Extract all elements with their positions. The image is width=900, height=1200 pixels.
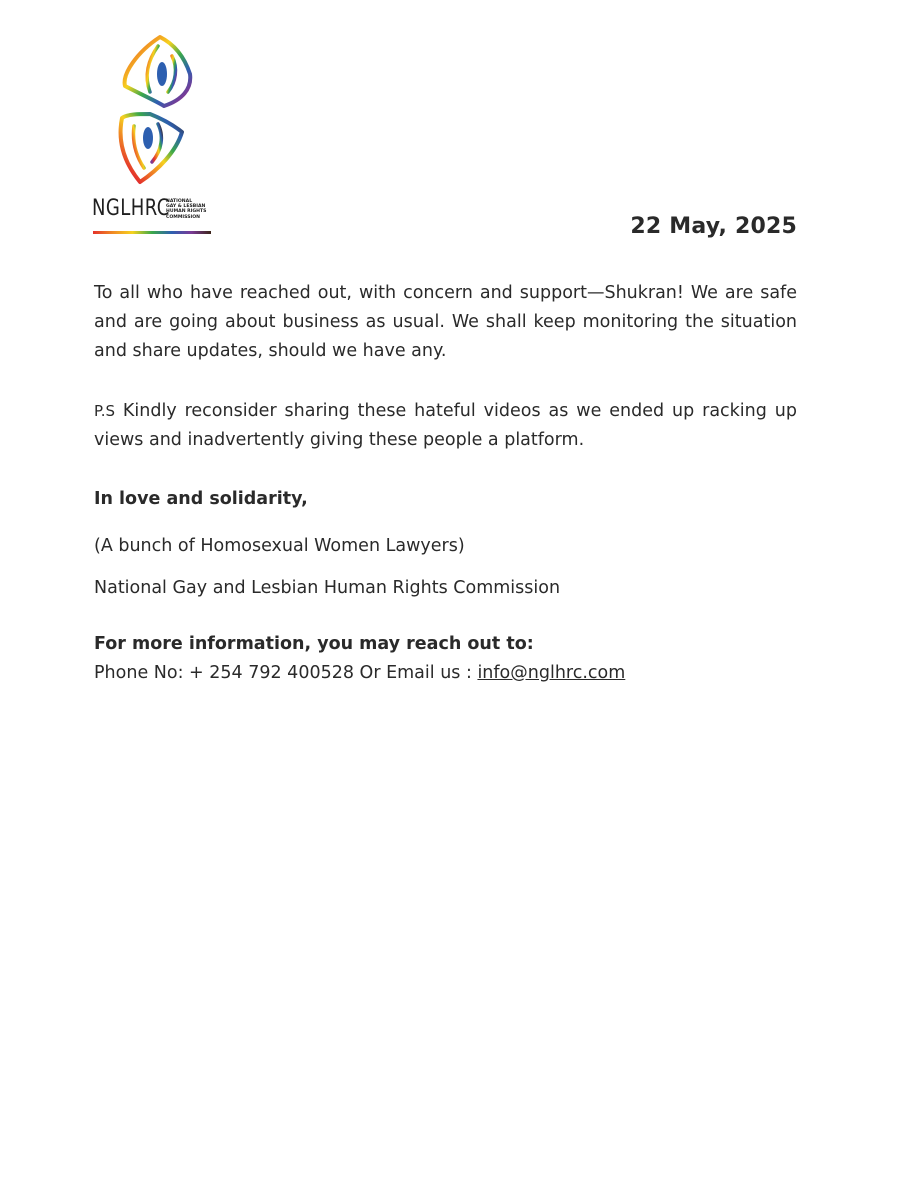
nglhrc-logo (92, 34, 214, 236)
organization-name: National Gay and Lesbian Human Rights Commission (94, 578, 561, 598)
ps-label: P.S (94, 402, 115, 420)
paragraph-ps (94, 397, 797, 455)
logo-rainbow-bar (93, 231, 211, 234)
signature-note: (A bunch of Homosexual Women Lawyers) (94, 536, 465, 556)
logo-fullname-line: HUMAN RIGHTS (166, 209, 207, 215)
contact-details (94, 659, 797, 688)
logo-fullname-line: NATIONAL (166, 199, 193, 204)
logo-emblem-icon (92, 34, 214, 194)
paragraph-thanks: To all who have reached out, with concern and support—Shukran! We are safe and are going about business as usual. We shall keep monitoring the situation and share updates, should we have any. (94, 283, 797, 361)
contact-phone-text: Phone No: + 254 792 400528 Or Email us : (94, 663, 478, 683)
logo-fullname-line: COMMISSION (166, 214, 200, 220)
logo-wordmark (92, 194, 214, 234)
logo-acronym: NGLHRC (92, 196, 170, 221)
closing-line: In love and solidarity, (94, 489, 308, 509)
contact-heading: For more information, you may reach out to: (94, 634, 534, 654)
letter-date: 22 May, 2025 (630, 214, 797, 239)
logo-fullname (166, 199, 216, 220)
logo-fullname-line: GAY & LESBIAN (166, 204, 206, 210)
email-link[interactable]: info@nglhrc.com (477, 663, 626, 683)
ps-text: Kindly reconsider sharing these hateful videos as we ended up racking up views and inadvertently giving these people a platform. (94, 401, 797, 450)
